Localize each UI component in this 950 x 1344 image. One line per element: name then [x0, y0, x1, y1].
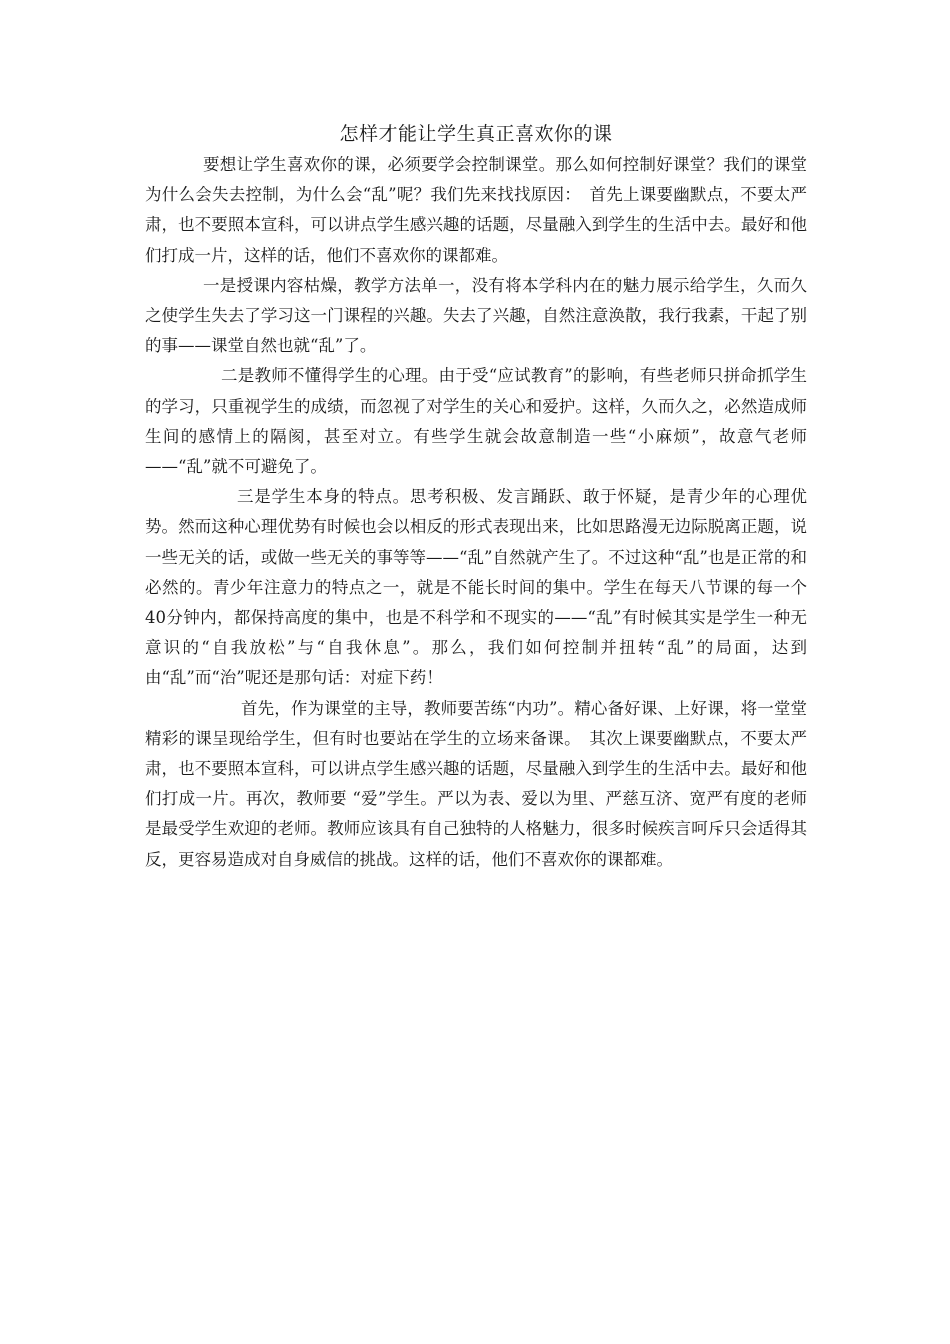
paragraph-reason-one: 一是授课内容枯燥，教学方法单一，没有将本学科内在的魅力展示给学生，久而久之使学生失去了学习这一门课程的兴趣。失去了兴趣，自然注意涣散，我行我素，干起了别的事——课堂自然也就“乱”了。	[145, 275, 807, 356]
paragraph-intro: 要想让学生喜欢你的课，必须要学会控制课堂。那么如何控制好课堂？我们的课堂为什么会失去控制，为什么会“乱”呢？我们先来找找原因： 首先上课要幽默点，不要太严肃，也不要照本宣科，可以讲点学生感兴趣的话题，尽量融入到学生的生活中去。最好和他们打成一片，这样的话，他们不喜欢你的课都难。	[145, 155, 807, 265]
paragraph-reason-three: 三是学生本身的特点。思考积极、发言踊跃、敢于怀疑，是青少年的心理优势。然而这种心理优势有时候也会以相反的形式表现出来，比如思路漫无边际脱离正题，说一些无关的话，或做一些无关的事等等——“乱”自然就产生了。不过这种“乱”也是正常的和必然的。青少年注意力的特点之一，就是不能长时间的集中。学生在每天八节课的每一个40分钟内，都保持高度的集中，也是不科学和不现实的——“乱”有时候其实是学生一种无意识的“自我放松”与“自我休息”。那么，我们如何控制并扭转“乱”的局面，达到由“乱”而“治”呢还是那句话：对症下药！	[145, 487, 807, 688]
document-title: 怎样才能让学生真正喜欢你的课	[339, 123, 613, 145]
document-body	[145, 150, 807, 875]
paragraph-solutions: 首先，作为课堂的主导，教师要苦练“内功”。精心备好课、上好课，将一堂堂精彩的课呈现给学生，但有时也要站在学生的立场来备课。 其次上课要幽默点，不要太严肃，也不要照本宣科，可以讲点学生感兴趣的话题，尽量融入到学生的生活中去。最好和他们打成一片。再次，教师要 “爱”学生。严以为表、爱以为里、严慈互济、宽严有度的老师是最受学生欢迎的老师。教师应该具有自己独特的人格魅力，很多时候疾言呵斥只会适得其反，更容易造成对自身威信的挑战。这样的话，他们不喜欢你的课都难。	[145, 698, 807, 869]
paragraph-reason-two: 二是教师不懂得学生的心理。由于受“应试教育”的影响，有些老师只拼命抓学生的学习，只重视学生的成绩，而忽视了对学生的关心和爱护。这样，久而久之，必然造成师生间的感情上的隔阂，甚至对立。有些学生就会故意制造一些“小麻烦”，故意气老师——“乱”就不可避免了。	[145, 366, 807, 477]
